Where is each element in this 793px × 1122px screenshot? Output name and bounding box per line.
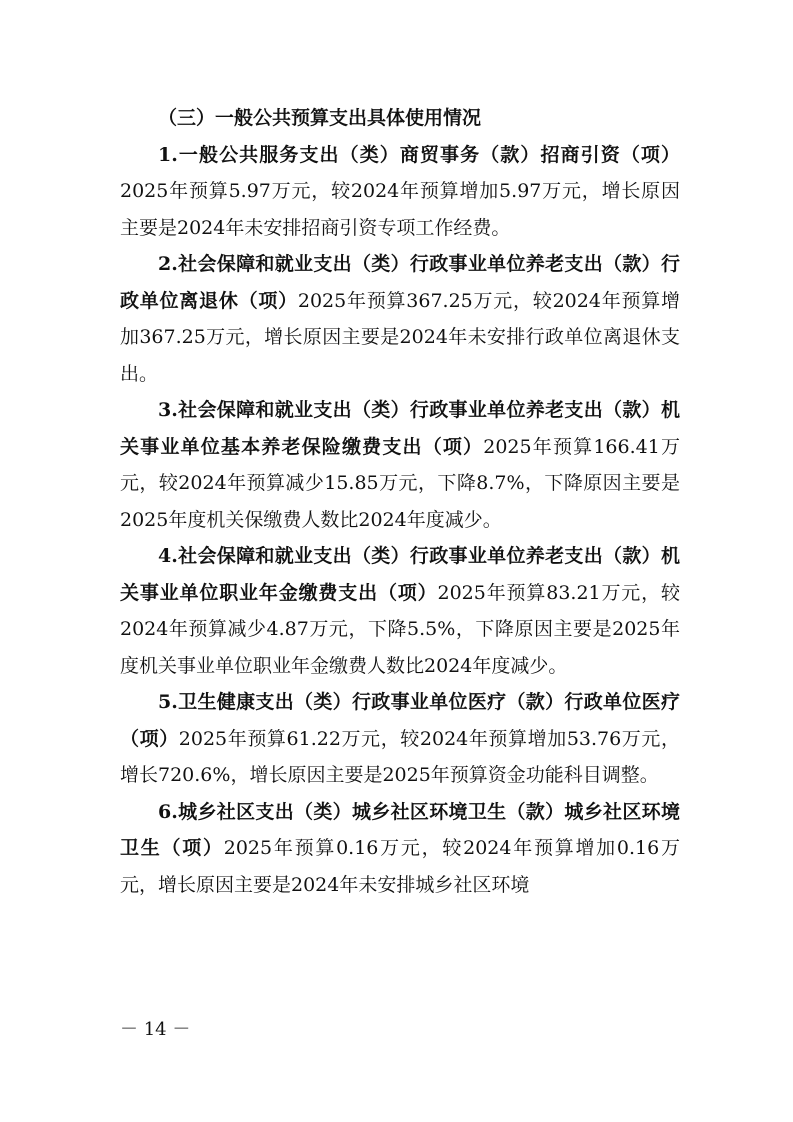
item-body: 2025年预算61.22万元，较2024年预算增加53.76万元，增长720.6%，增长原因主要是2025年预算资金功能科目调整。 bbox=[120, 727, 680, 786]
paragraph-item-5 bbox=[120, 684, 680, 794]
item-title: 1.一般公共服务支出（类）商贸事务（款）招商引资（项） bbox=[158, 143, 680, 166]
section-title: （三）一般公共预算支出具体使用情况 bbox=[158, 107, 482, 129]
item-title: 3.社会保障和就业支出（类）行政事业单位养老支出（款）机关事业单位基本养老保险缴费支出（项） bbox=[120, 399, 680, 458]
document-body bbox=[120, 100, 680, 903]
paragraph-item-1 bbox=[120, 137, 680, 247]
paragraph-item-4 bbox=[120, 538, 680, 684]
item-title: 5.卫生健康支出（类）行政事业单位医疗（款）行政单位医疗（项） bbox=[120, 691, 680, 750]
paragraph-item-2 bbox=[120, 246, 680, 392]
item-title: 2.社会保障和就业支出（类）行政事业单位养老支出（款）行政单位离退休（项） bbox=[120, 253, 680, 312]
item-body: 2025年预算166.41万元，较2024年预算减少15.85万元，下降8.7%，下降原因主要是2025年度机关保缴费人数比2024年度减少。 bbox=[120, 435, 680, 531]
paragraph-item-6 bbox=[120, 794, 680, 904]
item-title: 4.社会保障和就业支出（类）行政事业单位养老支出（款）机关事业单位职业年金缴费支出（项） bbox=[120, 545, 680, 604]
item-body: 2025年预算83.21万元，较2024年预算减少4.87万元，下降5.5%，下降原因主要是2025年度机关事业单位职业年金缴费人数比2024年度减少。 bbox=[120, 581, 680, 677]
item-title: 6.城乡社区支出（类）城乡社区环境卫生（款）城乡社区环境卫生（项） bbox=[120, 800, 680, 859]
item-body: 2025年预算0.16万元，较2024年预算增加0.16万元，增长原因主要是2024年未安排城乡社区环境 bbox=[120, 837, 680, 896]
paragraph-item-3 bbox=[120, 392, 680, 538]
item-body: 2025年预算367.25万元，较2024年预算增加367.25万元，增长原因主要是2024年未安排行政单位离退休支出。 bbox=[120, 289, 680, 385]
item-body: 2025年预算5.97万元，较2024年预算增加5.97万元，增长原因主要是2024年未安排招商引资专项工作经费。 bbox=[120, 180, 680, 239]
page-number: － 14 － bbox=[120, 1019, 191, 1040]
